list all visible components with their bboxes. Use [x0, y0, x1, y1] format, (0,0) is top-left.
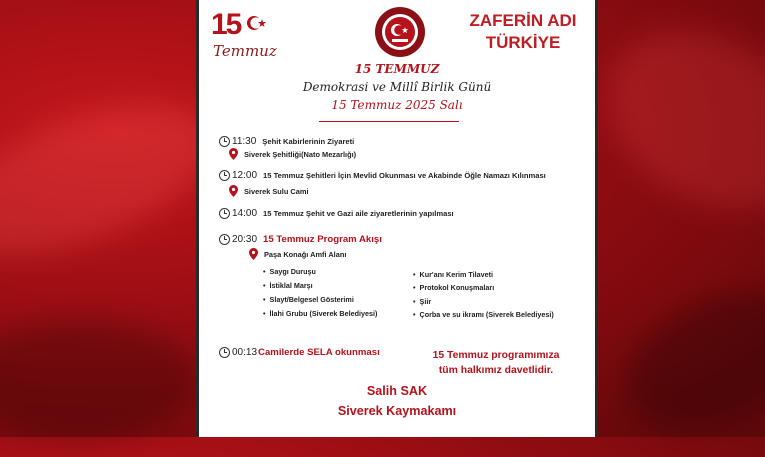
divider: [319, 121, 459, 122]
schedule-time: 11:30: [232, 136, 257, 147]
schedule-time: 00:13: [232, 347, 258, 358]
event-date: 15 Temmuz 2025 Salı: [331, 98, 463, 112]
schedule-row: [219, 170, 546, 181]
schedule-row: [219, 234, 382, 245]
clock-icon: [219, 234, 230, 245]
program-item-label: • Saygı Duruşu: [263, 267, 316, 276]
clock-icon: [219, 170, 230, 181]
schedule-location: [229, 148, 356, 160]
schedule-event: 15 Temmuz Program Akışı: [263, 234, 382, 245]
crescent-star-icon: [245, 12, 267, 34]
program-item-label: • Şiir: [413, 297, 431, 306]
invitation-line: 15 Temmuz programımıza: [432, 350, 560, 361]
logo-number: 15: [211, 8, 241, 41]
program-item-label: • Protokol Konuşmaları: [413, 283, 494, 292]
program-item: [263, 267, 316, 276]
program-item: [413, 270, 493, 279]
flag-fold: [0, 320, 200, 440]
page-title: 15 TEMMUZ: [354, 62, 440, 76]
brand-slogan: [463, 10, 583, 54]
schedule-row: [219, 347, 380, 358]
program-item-label: • İlahi Grubu (Siverek Belediyesi): [263, 309, 377, 318]
schedule-row: [219, 208, 454, 219]
program-item-label: • Çorba ve su ikramı (Siverek Belediyesi): [413, 310, 554, 319]
program-item-label: • Kur'anı Kerim Tilaveti: [413, 270, 493, 279]
schedule-time: 20:30: [232, 234, 258, 245]
program-item: [413, 310, 554, 319]
location-text: Paşa Konağı Amfi Alanı: [264, 249, 347, 259]
program-item: [263, 309, 377, 318]
schedule-event: Şehit Kabirlerinin Ziyareti: [262, 137, 355, 146]
page-subtitle: Demokrasi ve Millî Birlik Günü: [302, 80, 492, 94]
location-text: Siverek Sulu Cami: [244, 186, 309, 196]
flag-fold: [575, 0, 765, 244]
location-pin-icon: [249, 248, 258, 260]
clock-icon: [219, 208, 230, 219]
program-item-label: • İstiklal Marşı: [263, 281, 313, 290]
schedule-event: 15 Temmuz Şehit ve Gazi aile ziyaretlerinin yapılması: [263, 209, 454, 218]
flag-fold: [604, 263, 765, 456]
invitation: [411, 348, 581, 378]
location-text: Siverek Şehitliği(Nato Mezarlığı): [244, 149, 357, 159]
program-item: [413, 283, 494, 292]
signature-title: Siverek Kaymakamı: [337, 404, 457, 418]
schedule-time: 12:00: [232, 170, 258, 181]
schedule-row: [219, 136, 354, 147]
logo-word: Temmuz: [213, 42, 277, 60]
schedule-time: 14:00: [232, 208, 258, 219]
announcement-poster: [196, 0, 598, 437]
kaymakamlik-seal-icon: [374, 6, 426, 58]
program-item: [413, 297, 431, 306]
schedule-event: 15 Temmuz Şehitleri İçin Mevlid Okunması ve Akabinde Öğle Namazı Kılınması: [263, 171, 546, 180]
location-pin-icon: [229, 185, 238, 197]
brand-line-2: TÜRKİYE: [485, 33, 561, 52]
15-temmuz-logo: [211, 8, 281, 66]
program-item: [263, 281, 313, 290]
location-pin-icon: [229, 148, 238, 160]
clock-icon: [219, 136, 230, 147]
brand-line-1: ZAFERİN ADI: [469, 11, 577, 30]
signature-name: Salih SAK: [366, 384, 428, 398]
invitation-line: tüm halkımız davetlidir.: [438, 365, 554, 376]
schedule-event: Camilerde SELA okunması: [258, 347, 380, 358]
schedule-location: [249, 248, 346, 260]
clock-icon: [219, 347, 230, 358]
program-item-label: • Slayt/Belgesel Gösterimi: [263, 295, 354, 304]
program-item: [263, 295, 354, 304]
schedule-location: [229, 185, 309, 197]
